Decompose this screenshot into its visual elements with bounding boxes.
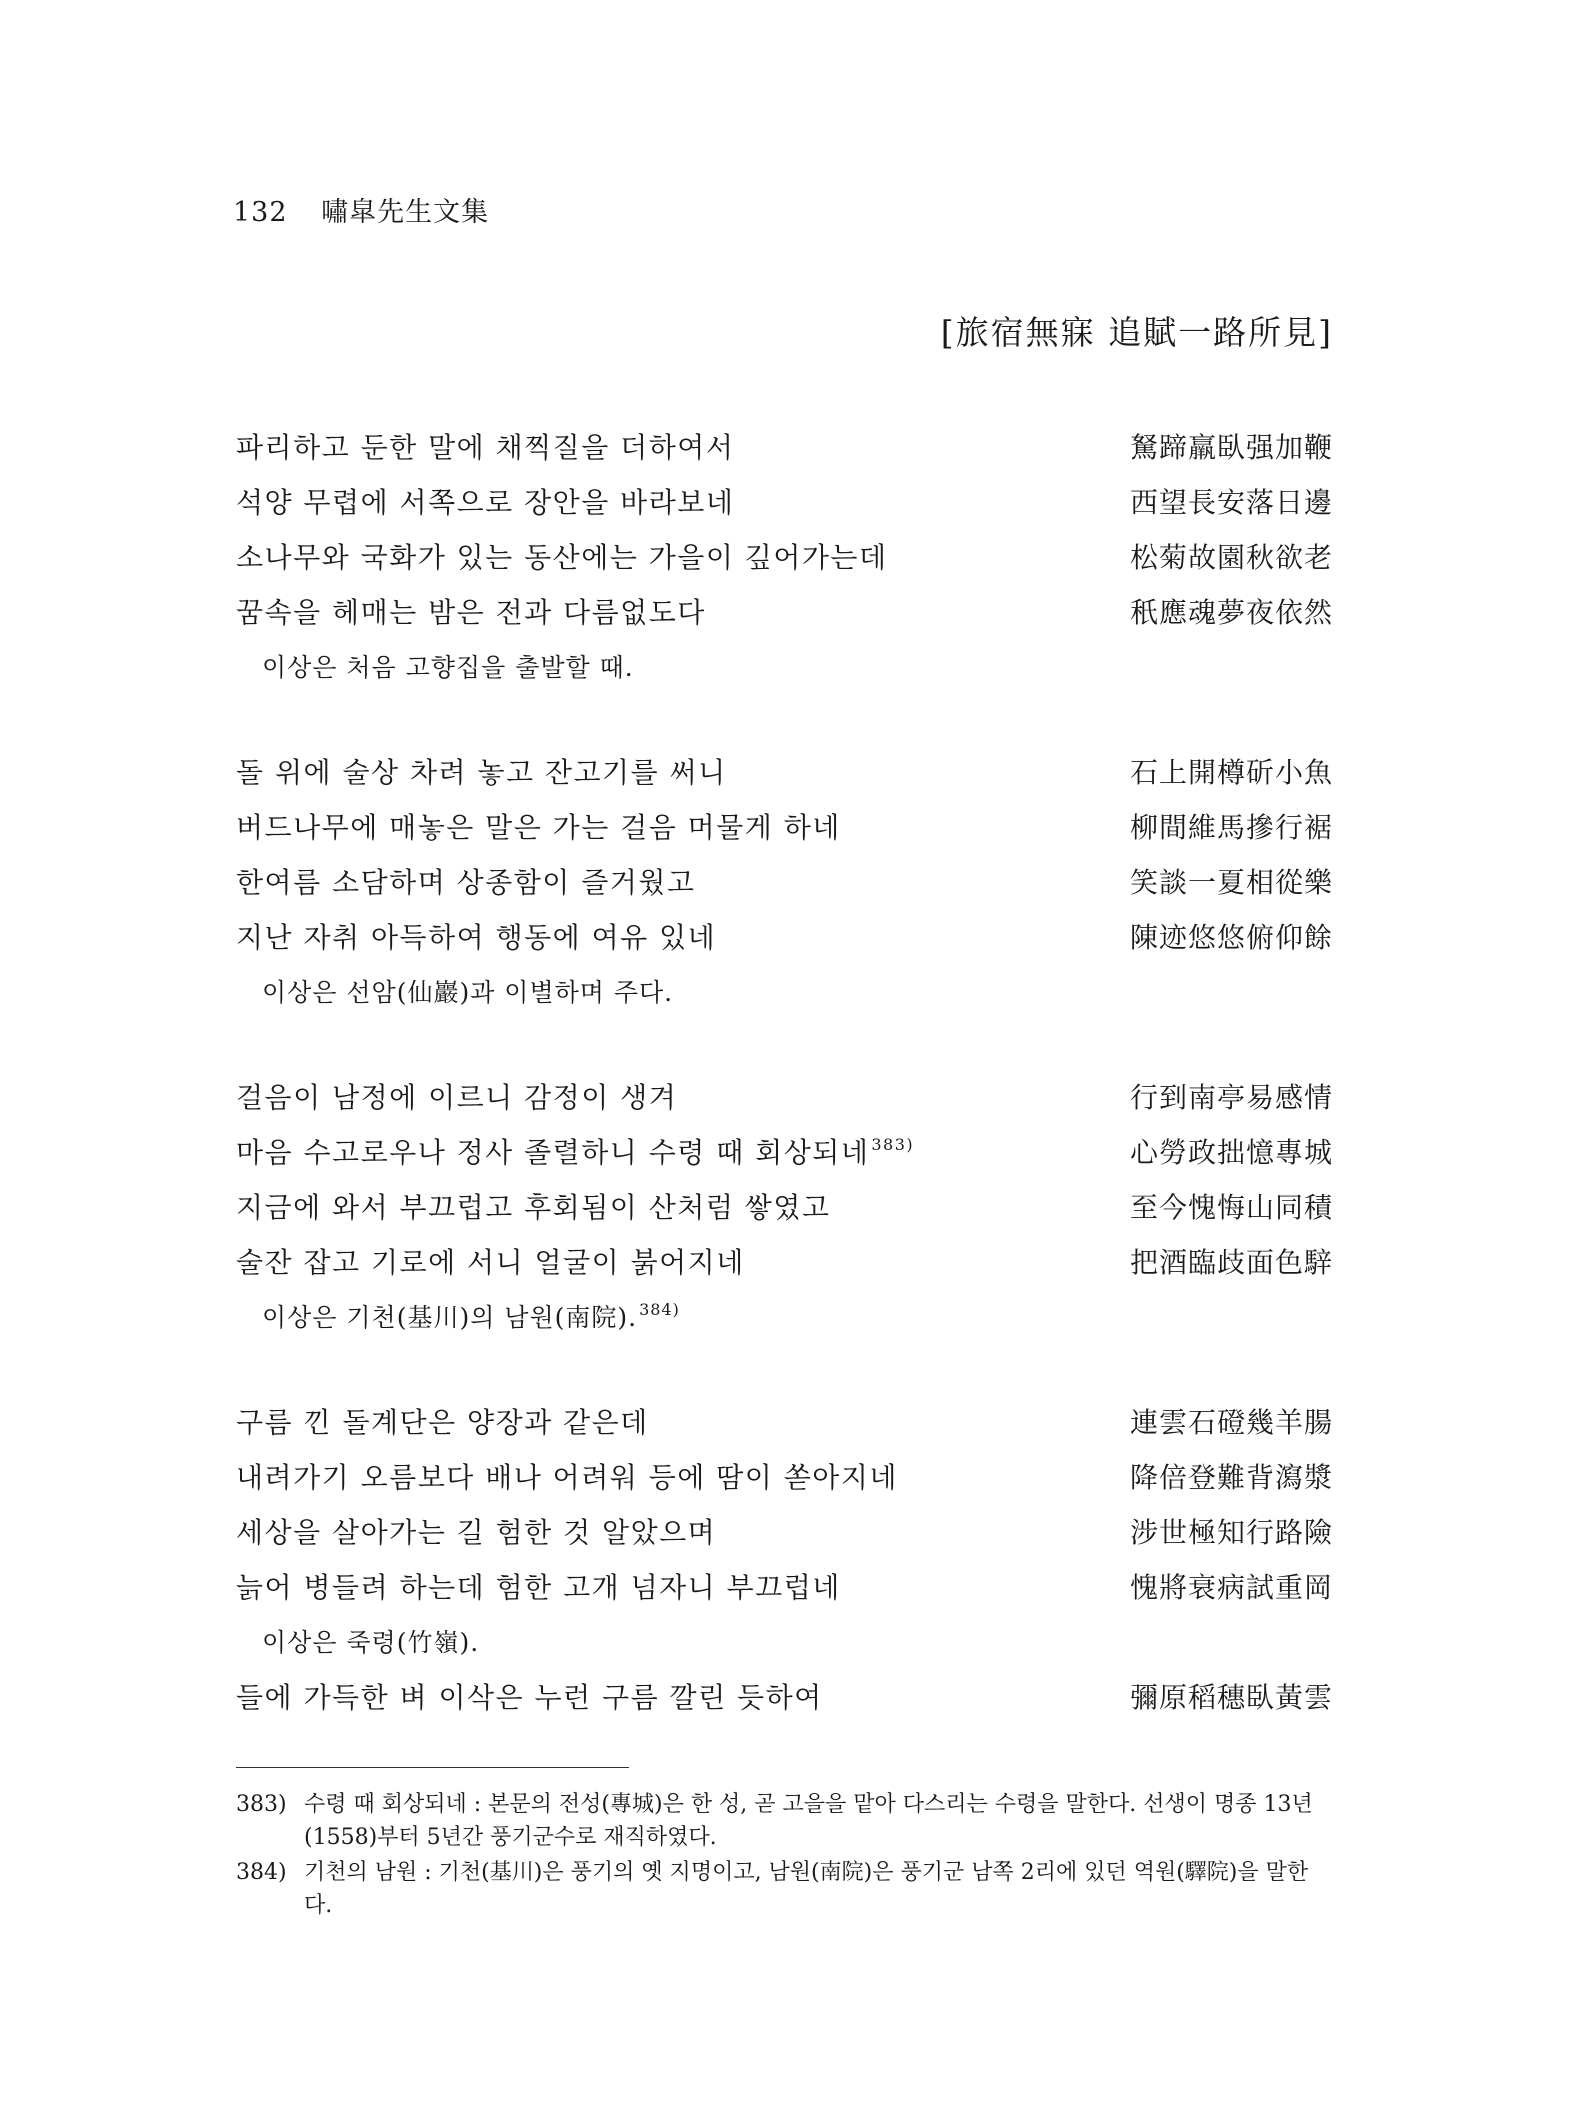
verse-hanja: 至今愧悔山同積	[1129, 1191, 1333, 1224]
verse-hanja: 石上開樽斫小魚	[1129, 756, 1333, 789]
stanza-gap	[236, 1020, 1333, 1070]
verse-line	[236, 475, 1333, 530]
verse-line	[236, 1450, 1333, 1505]
verse-line	[236, 1505, 1333, 1560]
footnote-ref[interactable]: 383)	[871, 1135, 915, 1154]
stanza-note: 이상은 처음 고향집을 출발할 때.	[262, 653, 634, 682]
stanza-note-with-footnote	[236, 1290, 1333, 1345]
verse-line	[236, 1070, 1333, 1125]
footnote-text: 수령 때 회상되네 : 본문의 전성(專城)은 한 성, 곧 고을을 맡아 다스리는 수령을 말한다. 선생이 명종 13년(1558)부터 5년간 풍기군수로 재직하였다.	[304, 1792, 1313, 1850]
verse-korean-with-footnote	[236, 1125, 914, 1180]
verse-line	[236, 585, 1333, 640]
verse-korean: 버드나무에 매놓은 말은 가는 걸음 머물게 하네	[236, 811, 841, 844]
poem-body	[236, 420, 1333, 1725]
verse-line	[236, 1670, 1333, 1725]
verse-korean: 한여름 소담하며 상종함이 즐거웠고	[236, 866, 696, 899]
verse-line	[236, 420, 1333, 475]
verse-hanja: 涉世極知行路險	[1129, 1516, 1333, 1549]
verse-korean: 세상을 살아가는 길 험한 것 알았으며	[236, 1516, 717, 1549]
book-title: 嘯皐先生文集	[321, 197, 490, 228]
verse-korean: 내려가기 오름보다 배나 어려워 등에 땀이 쏟아지네	[236, 1461, 898, 1494]
stanza	[236, 1070, 1333, 1345]
footnote-number: 383)	[236, 1792, 287, 1817]
footnote-ref[interactable]: 384)	[639, 1300, 680, 1319]
verse-korean: 파리하고 둔한 말에 채찍질을 더하여서	[236, 431, 735, 464]
verse-korean: 돌 위에 술상 차려 놓고 잔고기를 써니	[236, 756, 727, 789]
stanza	[236, 420, 1333, 695]
verse-line	[236, 1125, 1333, 1180]
verse-hanja: 笑談一夏相從樂	[1129, 866, 1333, 899]
stanza-gap	[236, 695, 1333, 745]
footnote-item	[236, 1788, 1333, 1854]
verse-line	[236, 530, 1333, 585]
stanza	[236, 745, 1333, 1020]
stanza-note: 이상은 선암(仙巖)과 이별하며 주다.	[262, 978, 674, 1007]
verse-hanja: 陳迹悠悠俯仰餘	[1129, 921, 1333, 954]
footnote-divider	[236, 1767, 629, 1768]
verse-hanja: 秖應魂夢夜依然	[1129, 596, 1333, 629]
footnote-item	[236, 1856, 1333, 1922]
verse-line	[236, 745, 1333, 800]
verse-korean: 들에 가득한 벼 이삭은 누런 구름 깔린 듯하여	[236, 1681, 823, 1714]
verse-korean: 술잔 잡고 기로에 서니 얼굴이 붉어지네	[236, 1246, 745, 1279]
verse-hanja: 心勞政拙憶專城	[1129, 1136, 1333, 1169]
verse-korean: 늙어 병들려 하는데 험한 고개 넘자니 부끄럽네	[236, 1571, 841, 1604]
verse-hanja: 彌原稻穗臥黃雲	[1129, 1681, 1333, 1714]
verse-korean: 지난 자취 아득하여 행동에 여유 있네	[236, 921, 717, 954]
stanza-gap	[236, 1345, 1333, 1395]
verse-hanja: 駑蹄羸臥强加鞭	[1129, 431, 1333, 464]
verse-hanja: 松菊故園秋欲老	[1129, 541, 1333, 574]
verse-hanja: 愧將衰病試重岡	[1129, 1571, 1333, 1604]
verse-hanja: 行到南亭易感情	[1129, 1081, 1333, 1114]
verse-line	[236, 800, 1333, 855]
running-head	[233, 190, 489, 229]
verse-hanja: 連雲石磴幾羊腸	[1129, 1406, 1333, 1439]
verse-korean: 꿈속을 헤매는 밤은 전과 다름없도다	[236, 596, 706, 629]
footnote-number: 384)	[236, 1860, 287, 1885]
verse-line	[236, 1395, 1333, 1450]
verse-line	[236, 1235, 1333, 1290]
verse-korean: 석양 무렵에 서쪽으로 장안을 바라보네	[236, 486, 735, 519]
stanza-note: 이상은 죽령(竹嶺).	[262, 1628, 480, 1657]
verse-korean: 마음 수고로우나 정사 졸렬하니 수령 때 회상되네	[236, 1136, 870, 1169]
verse-hanja: 把酒臨歧面色騂	[1129, 1246, 1333, 1279]
stanza-note: 이상은 기천(基川)의 남원(南院).	[262, 1303, 638, 1332]
footnotes	[236, 1788, 1333, 1924]
poem-title: [旅宿無寐 追賦一路所見]	[940, 313, 1333, 352]
verse-hanja: 降倍登難背瀉漿	[1129, 1461, 1333, 1494]
verse-korean: 구름 낀 돌계단은 양장과 같은데	[236, 1406, 649, 1439]
verse-korean: 걸음이 남정에 이르니 감정이 생겨	[236, 1081, 678, 1114]
verse-line	[236, 1180, 1333, 1235]
verse-line	[236, 855, 1333, 910]
verse-korean: 소나무와 국화가 있는 동산에는 가을이 깊어가는데	[236, 541, 888, 574]
verse-line	[236, 910, 1333, 965]
page-number: 132	[233, 197, 288, 228]
verse-line	[236, 1560, 1333, 1615]
verse-korean: 지금에 와서 부끄럽고 후회됨이 산처럼 쌓였고	[236, 1191, 831, 1224]
footnote-text: 기천의 남원 : 기천(基川)은 풍기의 옛 지명이고, 남원(南院)은 풍기군 남쪽 2리에 있던 역원(驛院)을 말한다.	[304, 1860, 1309, 1918]
stanza	[236, 1395, 1333, 1725]
verse-hanja: 西望長安落日邊	[1129, 486, 1333, 519]
verse-hanja: 柳間維馬摻行裾	[1129, 811, 1333, 844]
